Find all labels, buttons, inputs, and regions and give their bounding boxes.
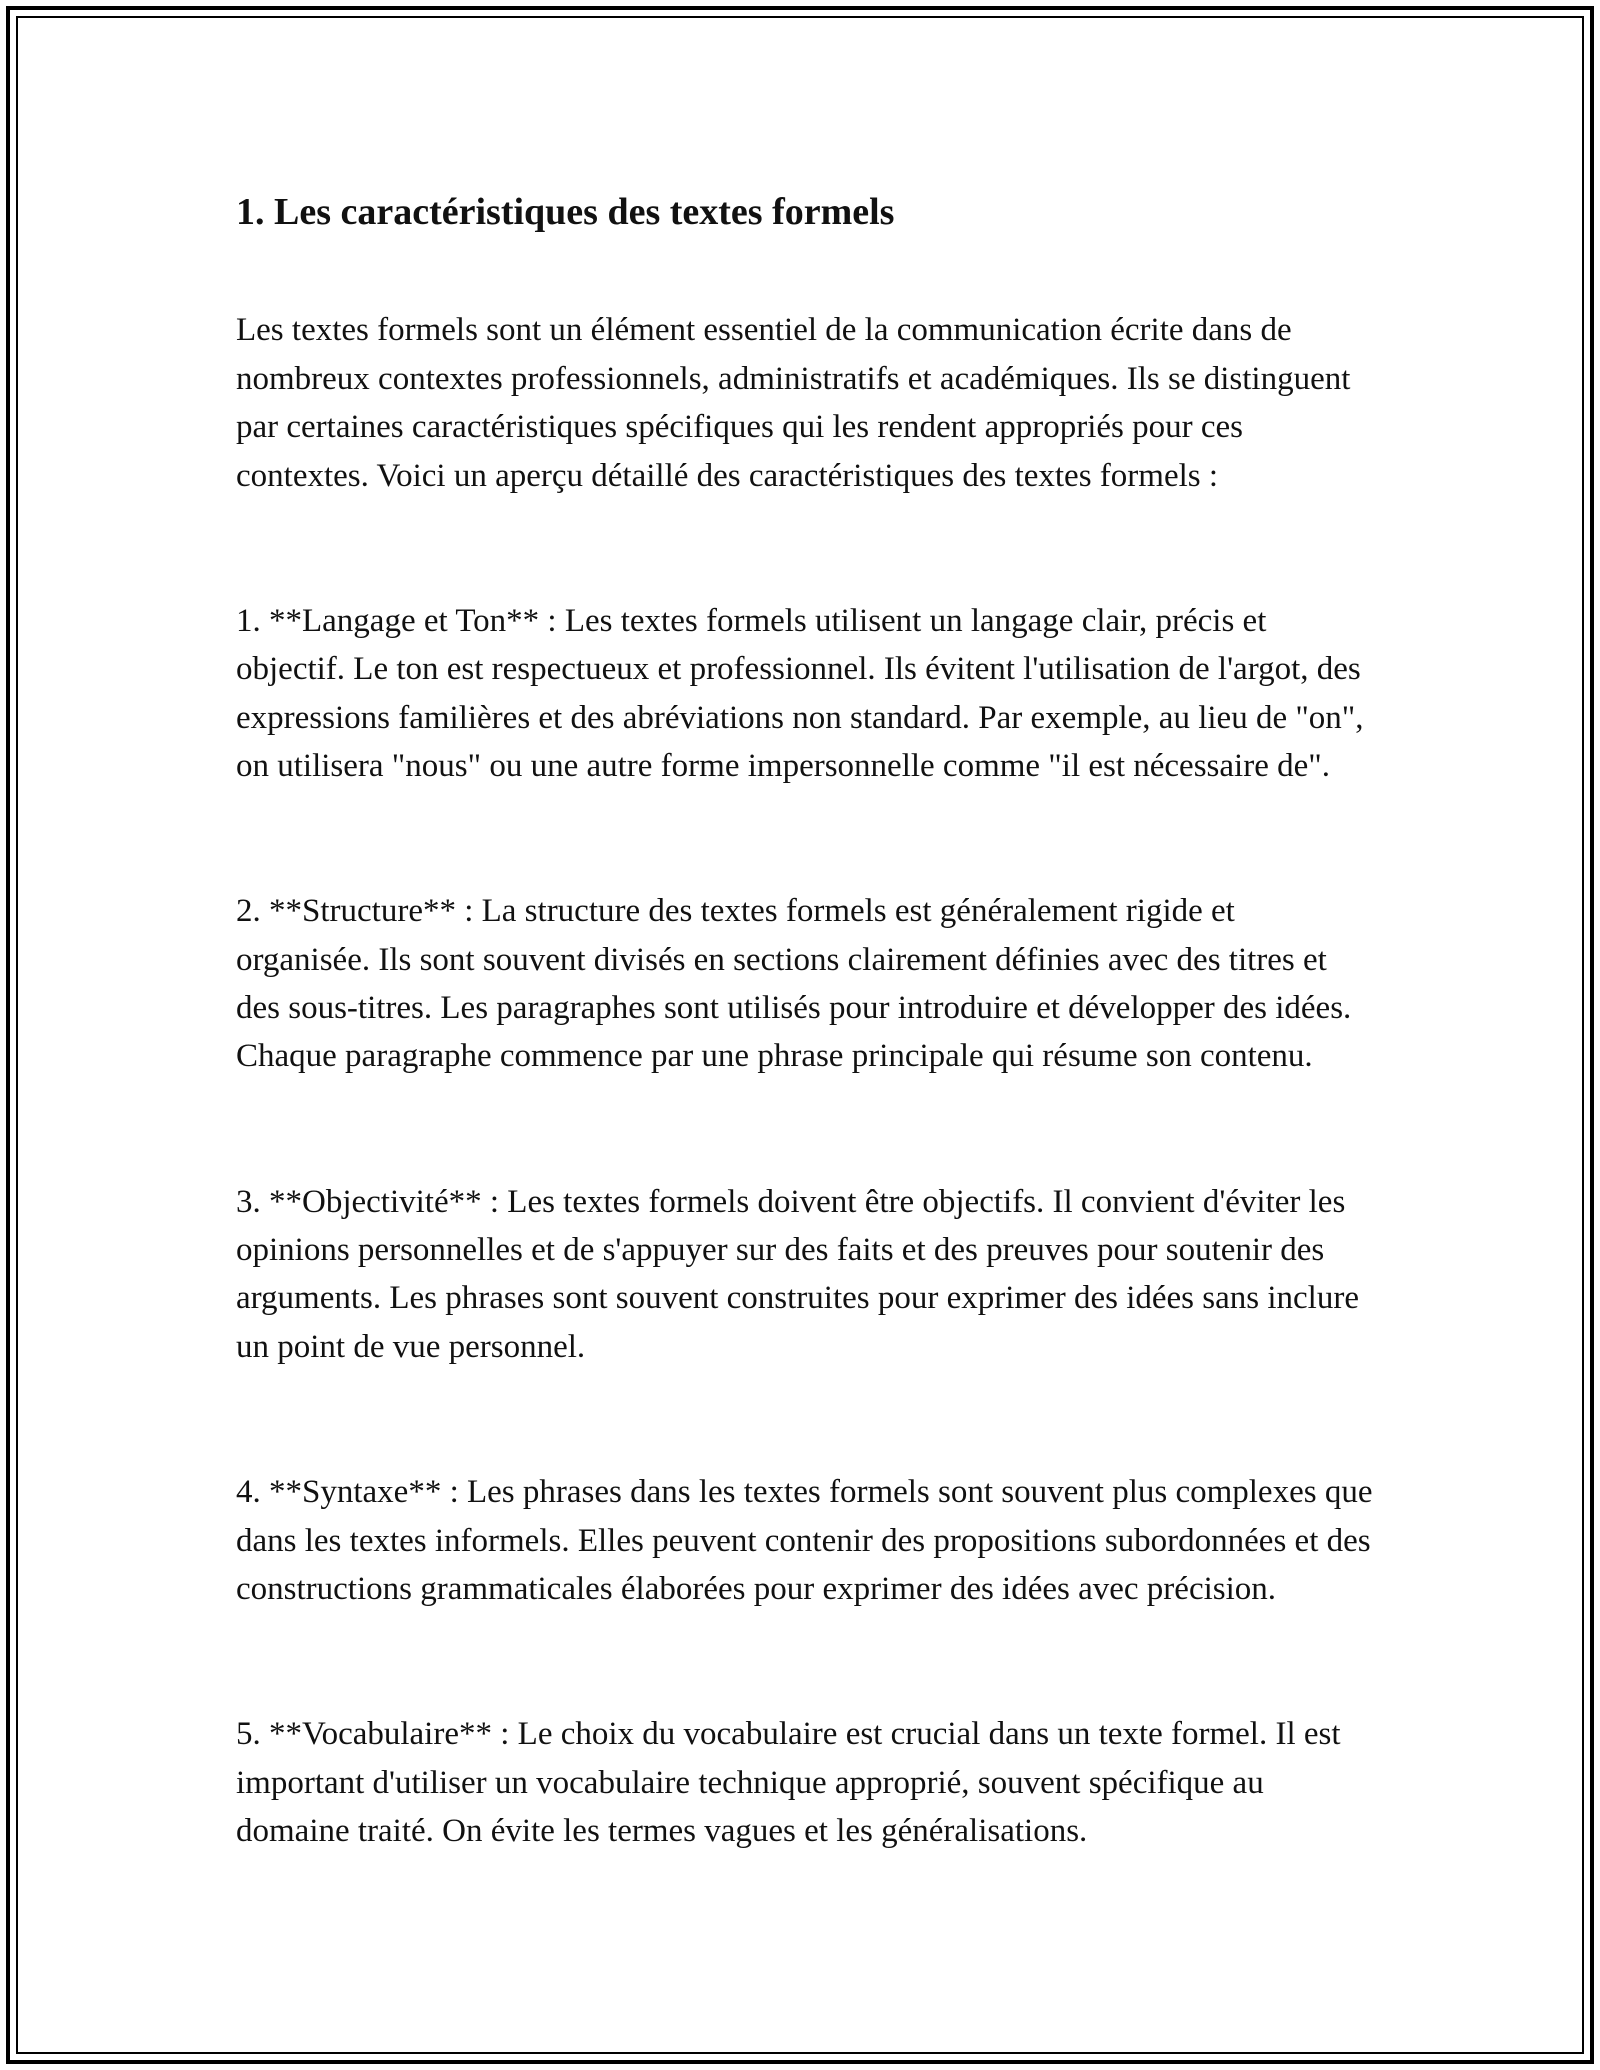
paragraph-syntaxe: 4. **Syntaxe** : Les phrases dans les textes formels sont souvent plus complexes que dans les textes informels. Elles peuvent contenir des propositions subordonnées et des constructions grammaticales élaborées pour exprimer des idées avec précision. <box>236 1474 1373 1607</box>
paragraph-objectivite: 3. **Objectivité** : Les textes formels doivent être objectifs. Il convient d'éviter les opinions personnelles et de s'appuyer sur des faits et des preuves pour soutenir des arguments. Les phrases sont souvent construites pour exprimer des idées sans inclure un point de vue personnel. <box>236 1183 1359 1365</box>
page-title: 1. Les caractéristiques des textes formels <box>236 191 895 233</box>
paragraph-structure: 2. **Structure** : La structure des textes formels est généralement rigide et organisée. Ils sont souvent divisés en sections clairement définies avec des titres et des sous-titres. Les paragraphes sont utilisés pour introduire et développer des idées. Chaque paragraphe commence par une phrase principale qui résume son contenu. <box>236 893 1352 1075</box>
document-body <box>236 258 1376 1904</box>
paragraph-vocabulaire: 5. **Vocabulaire** : Le choix du vocabulaire est crucial dans un texte formel. Il est important d'utiliser un vocabulaire technique approprié, souvent spécifique au domaine traité. On évite les termes vagues et les généralisations. <box>236 1716 1341 1849</box>
intro-paragraph: Les textes formels sont un élément essentiel de la communication écrite dans de nombreux contextes professionnels, administratifs et académiques. Ils se distinguent par certaines caractéristiques spécifiques qui les rendent appropriés pour ces contextes. Voici un aperçu détaillé des caractéristiques des textes formels : <box>236 312 1351 494</box>
paragraph-langage-ton: 1. **Langage et Ton** : Les textes formels utilisent un langage clair, précis et objectif. Le ton est respectueux et professionnel. Ils évitent l'utilisation de l'argot, des expressions familières et des abréviations non standard. Par exemple, au lieu de "on", on utilisera "nous" ou une autre forme impersonnelle comme "il est nécessaire de". <box>236 602 1364 785</box>
document-content <box>236 186 1376 1904</box>
